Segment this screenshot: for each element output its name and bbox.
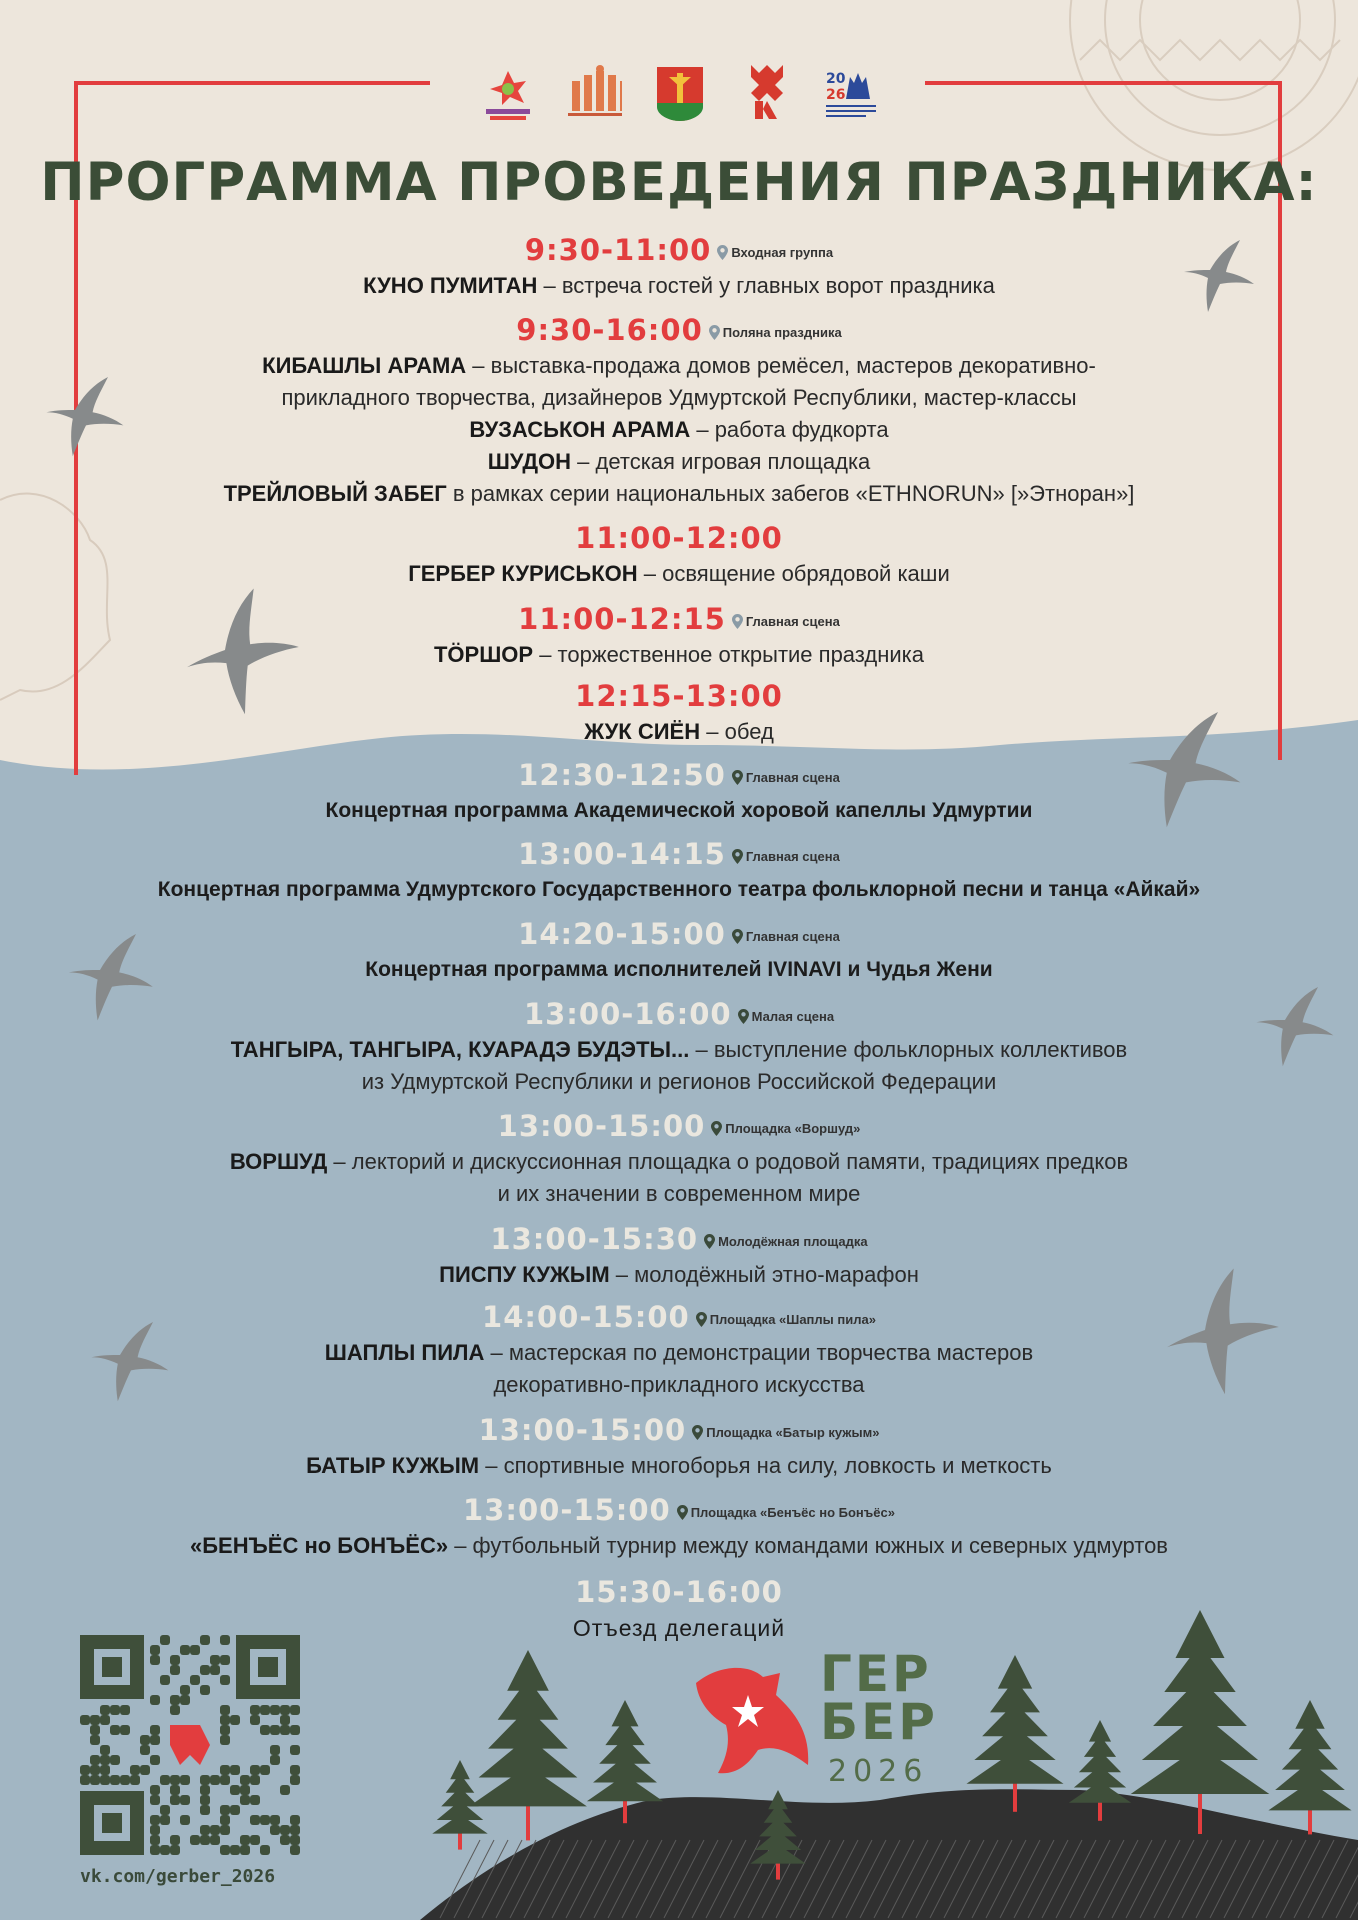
folk-center-logo bbox=[566, 63, 622, 123]
event-text: декоративно-прикладного искусства bbox=[493, 1372, 865, 1397]
event-time: 14:00-15:00 bbox=[482, 1300, 690, 1334]
location-pin-icon bbox=[709, 325, 720, 340]
event-name: БАТЫР КУЖЫМ bbox=[306, 1453, 480, 1478]
event-time-line bbox=[60, 310, 1298, 350]
event-time: 13:00-15:30 bbox=[490, 1222, 699, 1256]
location-pin-icon bbox=[732, 614, 743, 629]
event-location-label: Главная сцена bbox=[745, 848, 840, 864]
event-description bbox=[60, 1259, 1298, 1291]
event-time-line bbox=[60, 599, 1298, 639]
event-name: ШАПЛЫ ПИЛА bbox=[324, 1340, 485, 1365]
event-name: ПИСПУ КУЖЫМ bbox=[439, 1262, 610, 1287]
event-location-label: Площадка «Воршуд» bbox=[725, 1120, 861, 1136]
event-5 bbox=[60, 676, 1298, 748]
event-3 bbox=[60, 518, 1298, 590]
location-pin-icon bbox=[738, 1009, 749, 1024]
brand-line-1: ГЕР bbox=[820, 1645, 932, 1703]
event-7 bbox=[60, 834, 1298, 906]
event-name: ВУЗАСЬКОН АРАМА bbox=[469, 417, 691, 442]
event-location-label: Поляна праздника bbox=[722, 324, 842, 340]
vk-link[interactable]: vk.com/gerber_2026 bbox=[80, 1866, 276, 1887]
event-description bbox=[60, 639, 1298, 671]
event-text: – мастерская по демонстрации творчества мастеров bbox=[484, 1340, 1034, 1365]
year-of-peoples-logo bbox=[824, 63, 880, 123]
location-pin-icon bbox=[704, 1234, 715, 1249]
event-15 bbox=[60, 1572, 1298, 1644]
event-text: – освящение обрядовой каши bbox=[637, 561, 950, 586]
event-time-line bbox=[60, 676, 1298, 716]
event-time: 11:00-12:15 bbox=[518, 602, 726, 636]
event-location-label: Площадка «Шаплы пила» bbox=[709, 1311, 876, 1327]
event-text: Отъезд делегаций bbox=[572, 1615, 786, 1641]
location-pin-icon bbox=[677, 1505, 688, 1520]
event-description bbox=[60, 446, 1298, 478]
event-text: прикладного творчества, дизайнеров Удмуртской Республики, мастер-классы bbox=[281, 385, 1077, 410]
event-text: – торжественное открытие праздника bbox=[533, 642, 925, 667]
event-time: 15:30-16:00 bbox=[575, 1575, 783, 1609]
event-4 bbox=[60, 599, 1298, 671]
event-text: – футбольный турнир между командами южных и северных удмуртов bbox=[448, 1533, 1168, 1558]
event-text: – молодёжный этно-марафон bbox=[609, 1262, 919, 1287]
event-14 bbox=[60, 1490, 1298, 1562]
event-1 bbox=[60, 230, 1298, 302]
event-13 bbox=[60, 1410, 1298, 1482]
event-location bbox=[732, 614, 840, 629]
event-10 bbox=[60, 1106, 1298, 1210]
event-text: Концертная программа Удмуртского Государственного театра фольклорной песни и танца «Айкай» bbox=[157, 878, 1201, 901]
event-text: – лекторий и дискуссионная площадка о родовой памяти, традициях предков bbox=[327, 1149, 1129, 1174]
event-location bbox=[709, 325, 842, 340]
event-description bbox=[60, 954, 1298, 986]
event-location-label: Главная сцена bbox=[745, 769, 840, 785]
event-location-label: Площадка «Батыр кужым» bbox=[706, 1424, 880, 1440]
event-text: – выставка-продажа домов ремёсел, мастеров декоративно- bbox=[466, 353, 1096, 378]
event-time-line bbox=[60, 1106, 1298, 1146]
event-description bbox=[60, 382, 1298, 414]
event-location bbox=[738, 1009, 834, 1024]
event-time: 13:00-15:00 bbox=[497, 1109, 706, 1143]
location-pin-icon bbox=[696, 1312, 707, 1327]
event-12 bbox=[60, 1297, 1298, 1401]
event-text: – обед bbox=[700, 719, 774, 744]
brand-year: 2026 bbox=[828, 1754, 929, 1789]
event-time: 13:00-15:00 bbox=[463, 1493, 671, 1527]
event-name: ГЕРБЕР КУРИСЬКОН bbox=[408, 561, 638, 586]
event-location-label: Главная сцена bbox=[745, 613, 840, 629]
event-name: ТАНГЫРА, ТАНГЫРА, КУАРАДЭ БУДЭТЫ... bbox=[230, 1037, 690, 1062]
event-description bbox=[60, 1034, 1298, 1066]
event-name: ВОРШУД bbox=[229, 1149, 328, 1174]
event-time-line bbox=[60, 755, 1298, 795]
coat-of-arms-logo bbox=[652, 63, 708, 123]
event-time: 9:30-11:00 bbox=[524, 233, 712, 267]
event-name: ЖУК СИЁН bbox=[584, 719, 701, 744]
event-text: Концертная программа Академической хоровой капеллы Удмуртии bbox=[325, 799, 1033, 822]
event-time: 12:30-12:50 bbox=[518, 758, 726, 792]
location-pin-icon bbox=[692, 1425, 703, 1440]
event-name: КИБАШЛЫ АРАМА bbox=[262, 353, 467, 378]
event-text: – спортивные многоборья на силу, ловкость и меткость bbox=[479, 1453, 1052, 1478]
event-description bbox=[60, 1369, 1298, 1401]
brand-name bbox=[820, 1645, 950, 1751]
event-11 bbox=[60, 1219, 1298, 1291]
event-time: 13:00-14:15 bbox=[518, 837, 726, 871]
event-text: – детская игровая площадка bbox=[571, 449, 871, 474]
event-description bbox=[60, 874, 1298, 906]
event-time-line bbox=[60, 230, 1298, 270]
event-description bbox=[60, 1530, 1298, 1562]
event-time: 13:00-16:00 bbox=[523, 997, 732, 1031]
event-description bbox=[60, 1337, 1298, 1369]
event-text: в рамках серии национальных забегов «ETHNORUN» [»Этноран»] bbox=[446, 481, 1135, 506]
event-description bbox=[60, 1066, 1298, 1098]
event-name: ТÖРШОР bbox=[433, 642, 534, 667]
event-description bbox=[60, 716, 1298, 748]
event-time-line bbox=[60, 518, 1298, 558]
event-time-line bbox=[60, 834, 1298, 874]
event-time-line bbox=[60, 1490, 1298, 1530]
qr-code[interactable] bbox=[80, 1635, 300, 1855]
event-name: КУНО ПУМИТАН bbox=[363, 273, 538, 298]
event-location-label: Малая сцена bbox=[751, 1008, 835, 1024]
location-pin-icon bbox=[732, 849, 743, 864]
event-9 bbox=[60, 994, 1298, 1098]
event-name: ШУДОН bbox=[487, 449, 572, 474]
event-text: из Удмуртской Республики и регионов Российской Федерации bbox=[361, 1069, 997, 1094]
event-6 bbox=[60, 755, 1298, 827]
bird-logo bbox=[688, 1655, 818, 1785]
logo-row bbox=[480, 60, 880, 125]
event-description bbox=[60, 1450, 1298, 1482]
event-location bbox=[692, 1425, 879, 1440]
event-description bbox=[60, 414, 1298, 446]
brand-line-2: БЕР bbox=[820, 1693, 938, 1751]
event-time: 9:30-16:00 bbox=[516, 313, 703, 347]
event-description bbox=[60, 350, 1298, 382]
event-time-line bbox=[60, 994, 1298, 1034]
event-time-line bbox=[60, 914, 1298, 954]
location-pin-icon bbox=[732, 770, 743, 785]
page-title: ПРОГРАММА ПРОВЕДЕНИЯ ПРАЗДНИКА: bbox=[40, 152, 1318, 213]
event-name: ТРЕЙЛОВЫЙ ЗАБЕГ bbox=[223, 481, 447, 506]
event-location-label: Молодёжная площадка bbox=[718, 1233, 868, 1249]
event-text: – работа фудкорта bbox=[690, 417, 889, 442]
event-location bbox=[696, 1312, 876, 1327]
event-location bbox=[677, 1505, 895, 1520]
event-location bbox=[711, 1121, 860, 1136]
event-text: – встреча гостей у главных ворот праздника bbox=[537, 273, 995, 298]
event-2 bbox=[60, 310, 1298, 510]
event-location bbox=[704, 1234, 868, 1249]
event-time-line bbox=[60, 1219, 1298, 1259]
event-location bbox=[732, 929, 840, 944]
event-location-label: Главная сцена bbox=[745, 928, 840, 944]
event-location-label: Входная группа bbox=[731, 244, 834, 260]
svg-text:20: 20 bbox=[826, 70, 846, 87]
event-description bbox=[60, 270, 1298, 302]
location-pin-icon bbox=[732, 929, 743, 944]
location-pin-icon bbox=[717, 245, 728, 260]
event-description bbox=[60, 1146, 1298, 1178]
event-description bbox=[60, 558, 1298, 590]
event-time: 11:00-12:00 bbox=[575, 521, 783, 555]
svg-text:26: 26 bbox=[826, 86, 846, 103]
event-time: 12:15-13:00 bbox=[575, 679, 783, 713]
event-name: «БЕНЪЁС но БОНЪЁС» bbox=[190, 1533, 449, 1558]
event-location bbox=[732, 849, 840, 864]
location-pin-icon bbox=[711, 1121, 722, 1136]
udmurt-logo bbox=[738, 63, 794, 123]
event-time-line bbox=[60, 1297, 1298, 1337]
event-description bbox=[60, 478, 1298, 510]
minnac-logo bbox=[480, 63, 536, 123]
event-text: и их значении в современном мире bbox=[497, 1181, 861, 1206]
event-location bbox=[717, 245, 833, 260]
event-text: – выступление фольклорных коллективов bbox=[689, 1037, 1128, 1062]
event-time-line bbox=[60, 1572, 1298, 1612]
event-description bbox=[60, 1178, 1298, 1210]
event-location bbox=[732, 770, 840, 785]
event-time: 14:20-15:00 bbox=[518, 917, 726, 951]
event-text: Концертная программа исполнителей IVINAVI и Чудья Жени bbox=[365, 958, 993, 981]
event-description bbox=[60, 795, 1298, 827]
event-location-label: Площадка «Бенъёс но Бонъёс» bbox=[690, 1504, 895, 1520]
event-8 bbox=[60, 914, 1298, 986]
event-time-line bbox=[60, 1410, 1298, 1450]
event-time: 13:00-15:00 bbox=[478, 1413, 687, 1447]
